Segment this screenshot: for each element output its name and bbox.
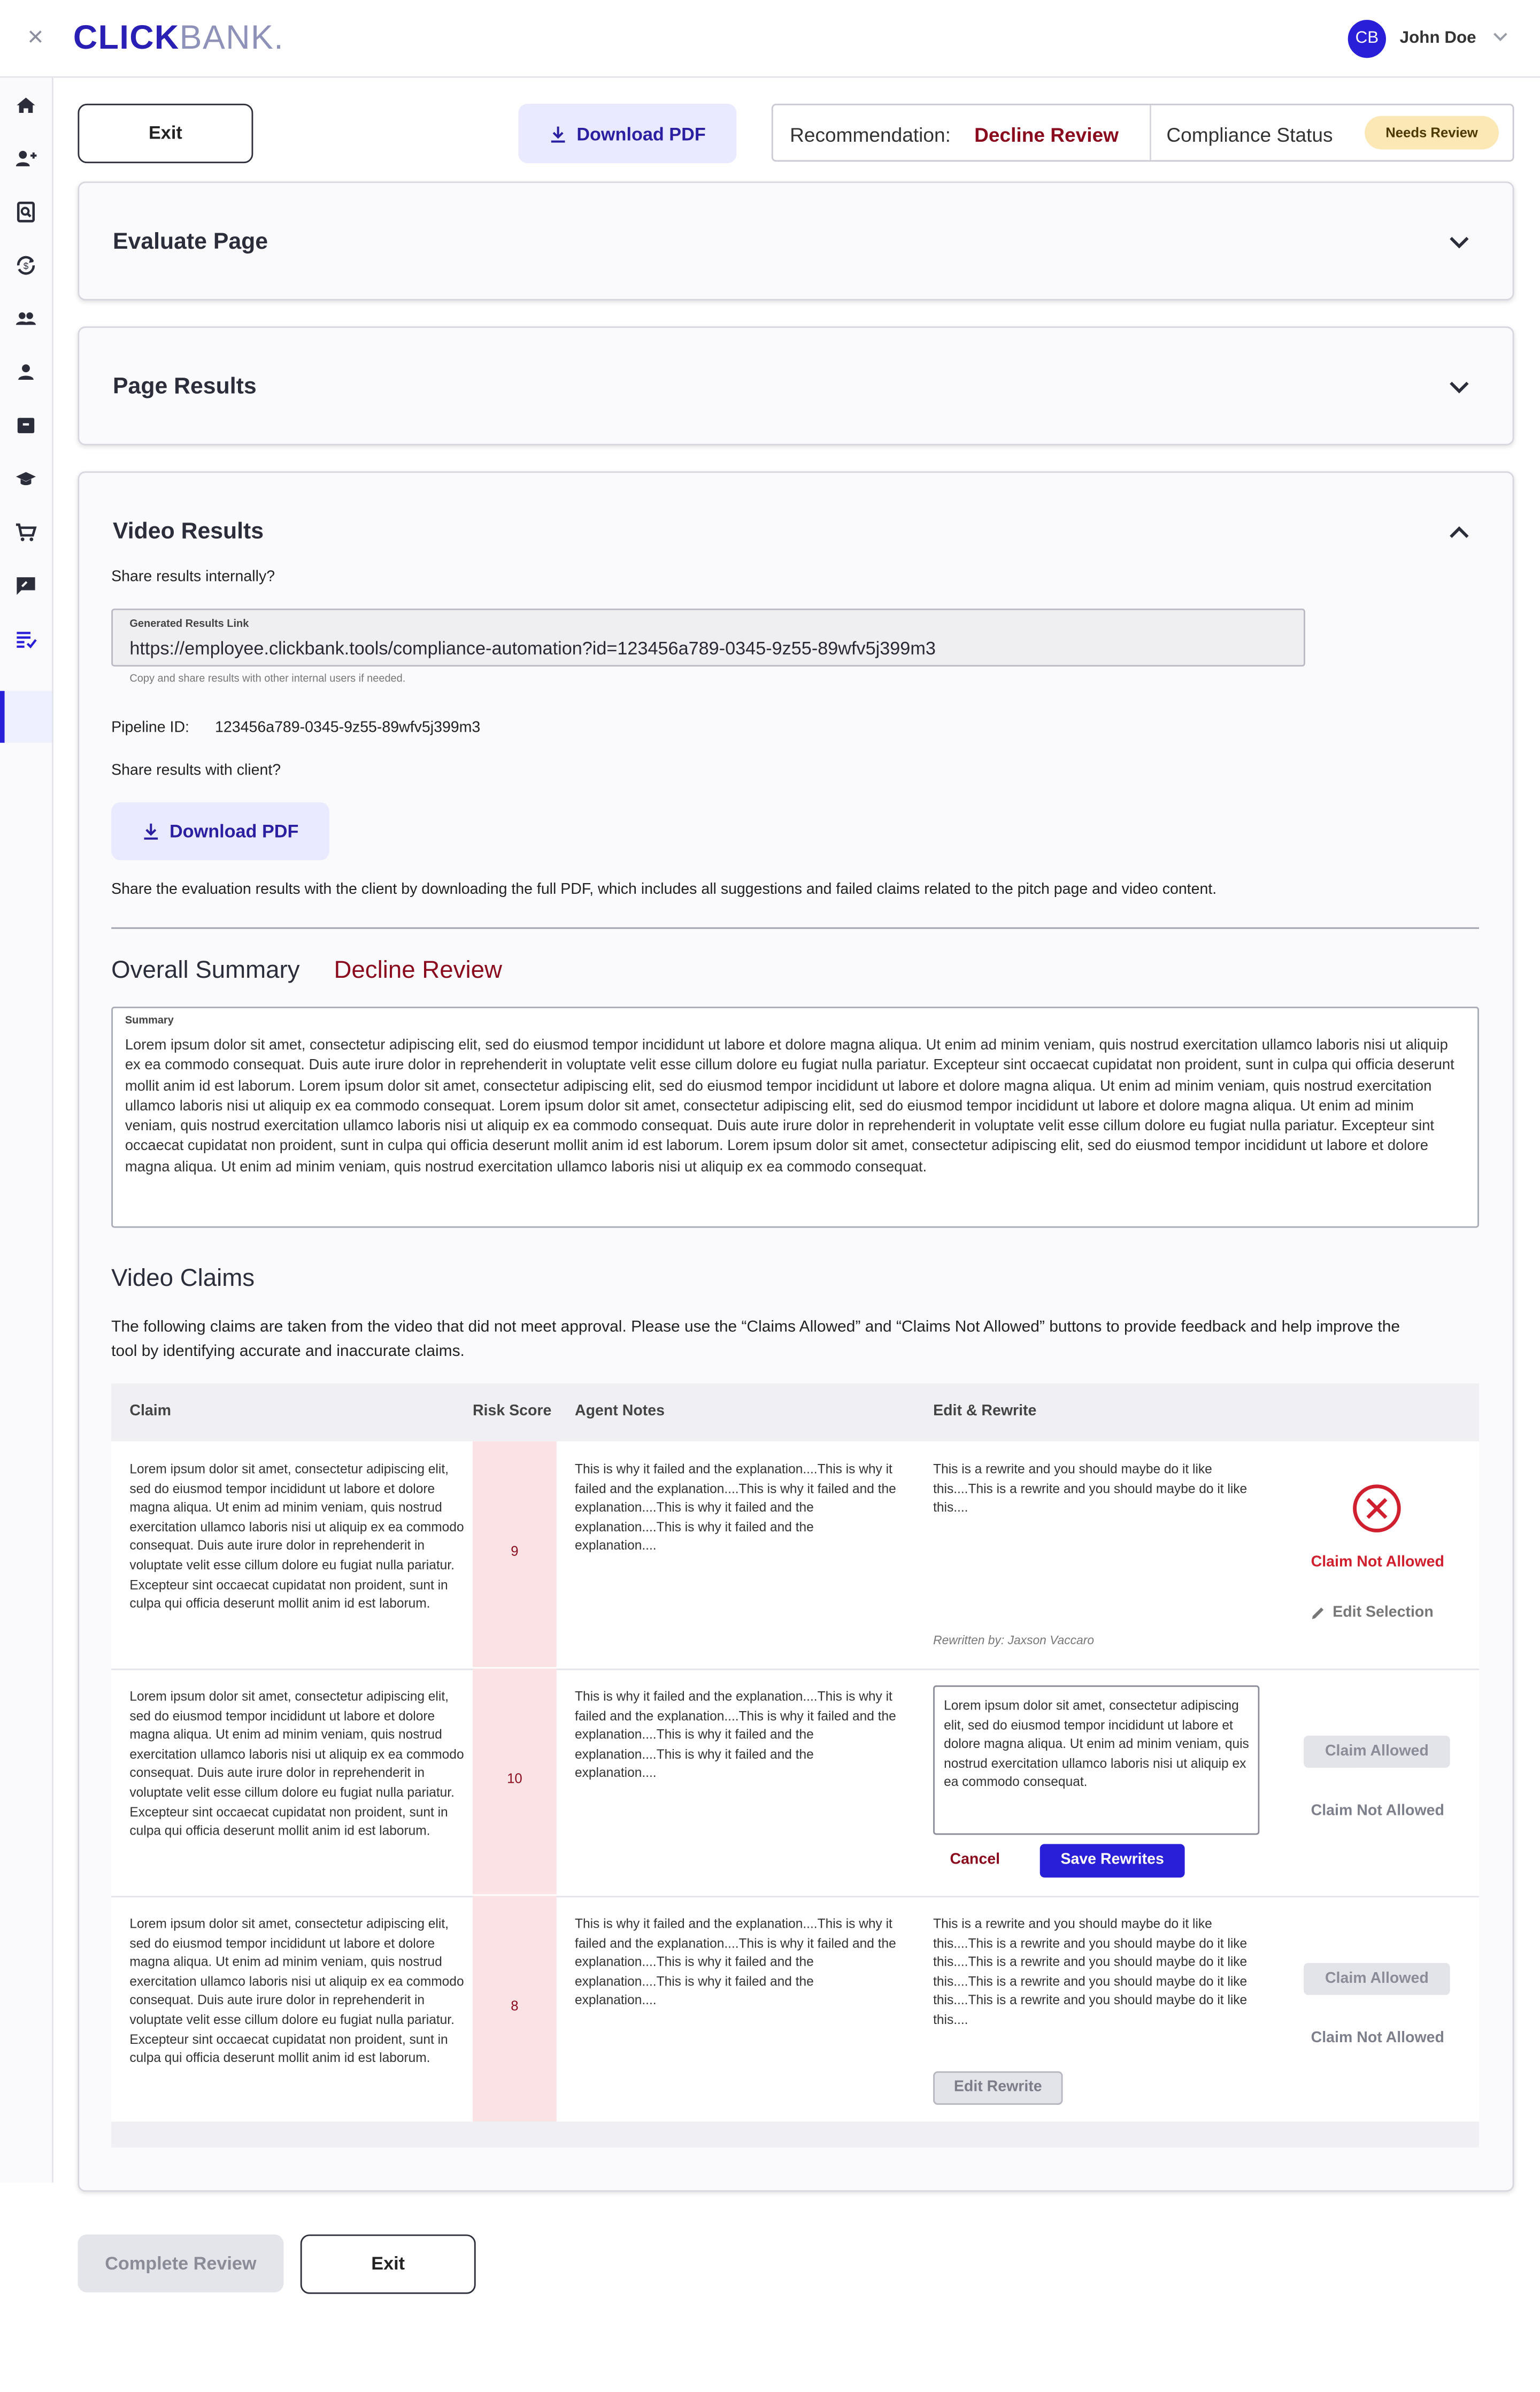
claims-table <box>111 1383 1479 2148</box>
save-rewrites-button[interactable]: Save Rewrites <box>1040 1844 1185 1877</box>
compliance-list-icon[interactable] <box>14 627 38 651</box>
pipeline-id-label: Pipeline ID: <box>111 719 189 737</box>
table-header <box>111 1383 1479 1441</box>
agent-notes-text: This is why it failed and the explanation....This is why it failed and the explanation....This is why it failed and the explanation....This is why it failed and the explanation....This is why it failed and the explanation.... <box>575 1915 896 2008</box>
claim-allowed-button[interactable]: Claim Allowed <box>1304 1963 1450 1995</box>
recommendation-value: Decline Review <box>974 123 1119 147</box>
share-internal-label: Share results internally? <box>111 569 275 586</box>
compliance-status-label: Compliance Status <box>1166 123 1333 147</box>
sidebar-active-indicator <box>0 691 52 743</box>
risk-score-value: 9 <box>511 1543 519 1559</box>
affiliate-icon[interactable] <box>14 147 38 171</box>
exit-button-top[interactable]: Exit <box>78 104 253 163</box>
sidebar <box>0 78 53 2182</box>
table-row <box>111 1896 1479 2123</box>
claim-not-allowed-status: Claim Not Allowed <box>1311 1554 1444 1571</box>
person-icon[interactable] <box>14 360 38 385</box>
overall-summary-verdict: Decline Review <box>334 957 502 984</box>
agent-notes-text: This is why it failed and the explanation....This is why it failed and the explanation....This is why it failed and the explanation....This is why it failed and the explanation....This is why it failed and the explanation.... <box>575 1461 896 1553</box>
results-link-caption: Generated Results Link <box>129 619 249 630</box>
logo-bank-text: BANK. <box>179 18 284 57</box>
not-allowed-icon <box>1351 1483 1403 1535</box>
download-icon <box>142 822 160 840</box>
share-client-label: Share results with client? <box>111 762 281 780</box>
summary-box[interactable] <box>111 1007 1479 1228</box>
archive-icon[interactable] <box>14 413 38 438</box>
evaluate-page-card[interactable] <box>78 181 1514 300</box>
page-results-title: Page Results <box>113 373 257 400</box>
rewrite-textarea[interactable] <box>933 1685 1259 1835</box>
home-icon[interactable] <box>14 93 38 118</box>
claim-text: Lorem ipsum dolor sit amet, consectetur adipiscing elit, sed do eiusmod tempor incididunt ut labore et dolore magna aliqua. Ut enim ad minim veniam, quis nostrud exercitation ullamco laboris nisi ut aliquip ex ea commodo consequat. Duis aute irure dolor in reprehenderit in voluptate velit esse cillum dolore eu fugiat nulla pariatur. Excepteur sint occaecat cupidatat non proident, sunt in culpa qui officia deserunt mollit anim id est laborum. <box>129 1688 464 1838</box>
logo-click-text: CLICK <box>73 18 180 57</box>
divider <box>1150 105 1151 160</box>
download-pdf-label: Download PDF <box>169 821 299 842</box>
claim-text: Lorem ipsum dolor sit amet, consectetur adipiscing elit, sed do eiusmod tempor incididunt ut labore et dolore magna aliqua. Ut enim ad minim veniam, quis nostrud exercitation ullamco laboris nisi ut aliquip ex ea commodo consequat. Duis aute irure dolor in reprehenderit in voluptate velit esse cillum dolore eu fugiat nulla pariatur. Excepteur sint occaecat cupidatat non proident, sunt in culpa qui officia deserunt mollit anim id est laborum. <box>129 1915 464 2066</box>
download-icon <box>549 124 567 142</box>
table-row <box>111 1669 1479 1898</box>
claim-not-allowed-button[interactable]: Claim Not Allowed <box>1311 2030 1444 2047</box>
feedback-icon[interactable] <box>14 573 38 598</box>
column-header-risk-score: Risk Score <box>472 1403 552 1420</box>
risk-score-cell <box>473 1669 557 1895</box>
chevron-down-icon[interactable] <box>1491 27 1510 45</box>
agent-notes-text: This is why it failed and the explanation....This is why it failed and the explanation....This is why it failed and the explanation....This is why it failed and the explanation....This is why it failed and the explanation.... <box>575 1688 896 1781</box>
chevron-down-icon[interactable] <box>1449 380 1470 395</box>
recommendation-status-box <box>772 104 1514 162</box>
column-header-edit-rewrite: Edit & Rewrite <box>933 1403 1037 1420</box>
summary-text: Lorem ipsum dolor sit amet, consectetur adipiscing elit, sed do eiusmod tempor incididunt ut labore et dolore magna aliqua. Ut enim ad minim veniam, quis nostrud exercitation ullamco laboris nisi ut aliquip ex ea commodo consequat. Duis aute irure dolor in reprehenderit in voluptate velit esse cillum dolore eu fugiat nulla pariatur. Excepteur sint occaecat cupidatat non proident, sunt in culpa qui officia deserunt mollit anim id est laborum. Lorem ipsum dolor sit amet, consectetur adipiscing elit, sed do eiusmod tempor incididunt ut labore et dolore magna aliqua. Ut enim ad minim veniam, quis nostrud exercitation ullamco laboris nisi ut aliquip ex ea commodo consequat. Lorem ipsum dolor sit amet, consectetur adipiscing elit, sed do eiusmod tempor incididunt ut labore et dolore magna aliqua. Ut enim ad minim veniam, quis nostrud exercitation ullamco laboris nisi ut aliquip ex ea commodo consequat. Duis aute irure dolor in reprehenderit in voluptate velit esse cillum dolore eu fugiat nulla pariatur. Excepteur sint occaecat cupidatat non proident, sunt in culpa qui officia deserunt mollit anim id est laborum. Lorem ipsum dolor sit amet, consectetur adipiscing elit, sed do eiusmod tempor incididunt ut labore et dolore magna aliqua. Ut enim ad minim veniam, quis nostrud exercitation ullamco laboris nisi ut aliquip ex ea commodo consequat. <box>125 1037 1454 1176</box>
rewrite-text: This is a rewrite and you should maybe do it like this....This is a rewrite and you should maybe do it like this.... <box>933 1461 1248 1515</box>
column-header-agent-notes: Agent Notes <box>575 1403 665 1420</box>
page-review-icon[interactable] <box>14 200 38 225</box>
table-footer <box>111 2121 1479 2147</box>
svg-text:$: $ <box>23 261 29 272</box>
pencil-icon <box>1310 1605 1326 1621</box>
rewrite-text: This is a rewrite and you should maybe do it like this....This is a rewrite and you should maybe do it like this....This is a rewrite and you should maybe do it like this....This is a rewrite and you should maybe do it like this....This is a rewrite and you should maybe do it like this.... <box>933 1915 1248 2027</box>
video-results-title: Video Results <box>113 518 264 545</box>
claim-text: Lorem ipsum dolor sit amet, consectetur adipiscing elit, sed do eiusmod tempor incididunt ut labore et dolore magna aliqua. Ut enim ad minim veniam, quis nostrud exercitation ullamco laboris nisi ut aliquip ex ea commodo consequat. Duis aute irure dolor in reprehenderit in voluptate velit esse cillum dolore eu fugiat nulla pariatur. Excepteur sint occaecat cupidatat non proident, sunt in culpa qui officia deserunt mollit anim id est laborum. <box>129 1461 464 1611</box>
pipeline-id-value: 123456a789-0345-9z55-89wfv5j399m3 <box>215 719 481 737</box>
sync-icon[interactable] <box>14 253 38 278</box>
edit-rewrite-button[interactable]: Edit Rewrite <box>933 2071 1062 2105</box>
chevron-up-icon[interactable] <box>1449 525 1470 540</box>
claim-allowed-button[interactable]: Claim Allowed <box>1304 1736 1450 1768</box>
rewritten-by: Rewritten by: Jaxson Vaccaro <box>933 1633 1095 1647</box>
edit-selection-label: Edit Selection <box>1333 1604 1434 1622</box>
chevron-down-icon[interactable] <box>1449 235 1470 250</box>
overall-summary-heading: Overall Summary <box>111 957 300 984</box>
page-results-card[interactable] <box>78 326 1514 445</box>
evaluate-page-title: Evaluate Page <box>113 228 268 255</box>
column-header-claim: Claim <box>129 1403 172 1420</box>
results-link-helper: Copy and share results with other internal users if needed. <box>129 674 406 685</box>
download-pdf-button-top[interactable] <box>519 104 737 163</box>
risk-score-cell <box>473 1896 557 2121</box>
share-description: Share the evaluation results with the client by downloading the full PDF, which includes all suggestions and failed claims related to the pitch page and video content. <box>111 881 1217 899</box>
risk-score-cell <box>473 1442 557 1667</box>
risk-score-value: 8 <box>511 1998 519 2013</box>
rewrite-textarea-value[interactable]: Lorem ipsum dolor sit amet, consectetur adipiscing elit, sed do eiusmod tempor incididunt ut labore et dolore magna aliqua. Ut enim ad minim veniam, quis nostrud exercitation ullamco laboris nisi ut aliquip ex ea commodo consequat. <box>944 1697 1249 1790</box>
complete-review-button[interactable]: Complete Review <box>78 2234 283 2292</box>
edit-selection-button[interactable] <box>1310 1605 1433 1621</box>
avatar[interactable]: CB <box>1348 20 1386 58</box>
download-pdf-label: Download PDF <box>576 122 706 144</box>
cart-icon[interactable] <box>14 520 38 545</box>
education-icon[interactable] <box>14 467 38 492</box>
section-divider <box>111 927 1479 929</box>
video-claims-heading: Video Claims <box>111 1266 255 1292</box>
top-bar <box>0 0 1540 78</box>
results-link-field[interactable] <box>111 609 1305 666</box>
user-name[interactable]: John Doe <box>1399 29 1476 48</box>
exit-button-bottom[interactable]: Exit <box>301 2234 476 2294</box>
claim-not-allowed-button[interactable]: Claim Not Allowed <box>1311 1803 1444 1820</box>
results-link-value[interactable]: https://employee.clickbank.tools/compliance-automation?id=123456a789-0345-9z55-89wfv5j399m3 <box>129 637 936 659</box>
table-row <box>111 1442 1479 1670</box>
recommendation-label: Recommendation: <box>790 123 951 147</box>
status-badge: Needs Review <box>1365 116 1499 150</box>
users-icon[interactable] <box>14 306 38 331</box>
cancel-button[interactable]: Cancel <box>950 1851 1000 1869</box>
risk-score-value: 10 <box>507 1770 522 1787</box>
video-claims-intro: The following claims are taken from the video that did not meet approval. Please use the “Claims Allowed” and “Claims Not Allowed” buttons to provide feedback and help improve the tool by identifying accurate and inaccurate claims. <box>111 1317 1400 1361</box>
summary-caption: Summary <box>125 1016 174 1027</box>
download-pdf-button-client[interactable] <box>111 802 329 860</box>
clickbank-logo <box>73 18 284 58</box>
close-icon[interactable]: × <box>27 21 44 52</box>
